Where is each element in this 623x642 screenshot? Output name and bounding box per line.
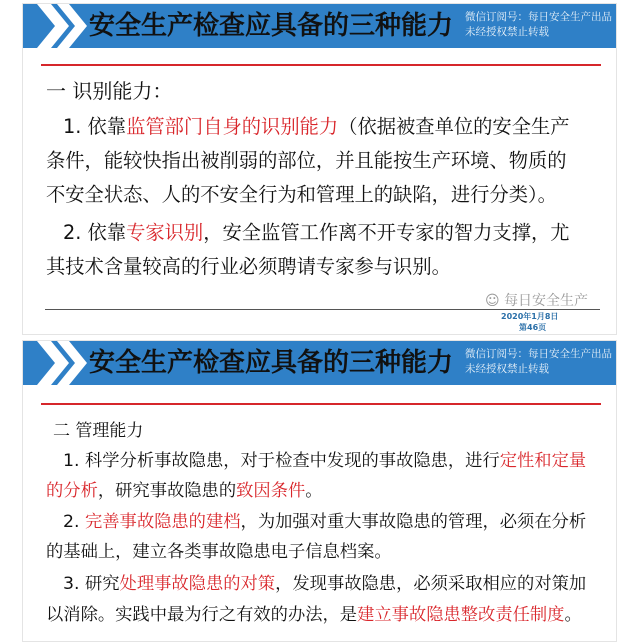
watermark-line: 未经授权禁止转载 [465,26,549,38]
text-segment: 2. 依靠 [63,221,127,244]
text-segment: 的基础上，建立各类事故隐患电子信息档案。 [46,542,392,562]
text-segment: ，安全监管工作离不开专家的智力支撑，尤 [203,221,570,244]
highlighted-text: 处理事故隐患的对策 [119,574,276,594]
wechat-icon: ☺ [485,293,500,309]
text-line [46,149,567,173]
slide-management [22,340,617,642]
text-line [63,115,570,139]
highlighted-text: 专家识别 [126,221,204,244]
text-segment: 3. 研究 [63,574,120,594]
watermark-line: 微信订阅号：每日安全生产出品 [465,348,612,360]
watermark-line: 未经授权禁止转载 [465,363,549,375]
title-band [23,341,616,385]
text-segment: （依据被查单位的安全生产 [338,115,570,138]
text-line [63,512,586,534]
text-line [46,542,392,564]
highlighted-text: 定性和定量 [499,451,587,471]
text-line [63,574,586,596]
divider [41,64,601,66]
text-line [63,221,570,245]
text-segment: 。 [305,481,323,501]
title-band [23,4,616,48]
text-segment: 2. [63,512,85,532]
highlighted-text: 完善事故隐患的建档 [84,512,241,532]
slide-title: 安全生产检查应具备的三种能力 [89,11,454,41]
text-segment: 以消除。实践中最为行之有效的办法，是 [46,605,358,625]
text-line [46,605,582,627]
date: 2020年1月8日 [501,312,559,321]
chevron-arrows-icon [37,4,97,48]
text-segment: ，为加强对重大事故隐患的管理，必须在分析 [240,512,587,532]
highlighted-text: 致因条件 [236,481,306,501]
slide-title: 安全生产检查应具备的三种能力 [89,348,454,378]
text-line [46,183,557,207]
watermark-line: 微信订阅号：每日安全生产出品 [465,11,612,23]
footer-divider [45,309,600,310]
page-number: 第46页 [519,323,547,332]
text-segment: 不安全状态、人的不安全行为和管理上的缺陷，进行分类）。 [46,183,557,206]
watermark [465,10,612,40]
text-segment: ，研究事故隐患的 [97,481,237,501]
highlighted-text: 建立事故隐患整改责任制度 [357,605,565,625]
highlighted-text: 的分析 [46,481,98,501]
text-segment: 其技术含量较高的行业必须聘请专家参与识别。 [46,255,451,278]
slide-identification [22,3,617,335]
divider [41,403,601,405]
wechat-logo-text [485,293,588,309]
text-segment: 。 [564,605,582,625]
text-segment: 条件，能较快指出被削弱的部位，并且能按生产环境、物质的 [46,149,567,172]
text-line [46,481,323,503]
text-segment: 1. 依靠 [63,115,127,138]
text-segment: 1. 科学分析事故隐患，对于检查中发现的事故隐患，进行 [63,451,500,471]
section-heading: 一 识别能力： [46,79,173,103]
watermark [465,347,612,377]
logo-text: 每日安全生产 [504,293,589,309]
chevron-arrows-icon [37,341,97,385]
text-line [46,255,451,279]
text-line [63,451,586,473]
section-heading: 二 管理能力 [53,421,144,441]
text-segment: ，发现事故隐患，必须采取相应的对策加 [275,574,587,594]
highlighted-text: 监管部门自身的识别能力 [126,115,339,138]
